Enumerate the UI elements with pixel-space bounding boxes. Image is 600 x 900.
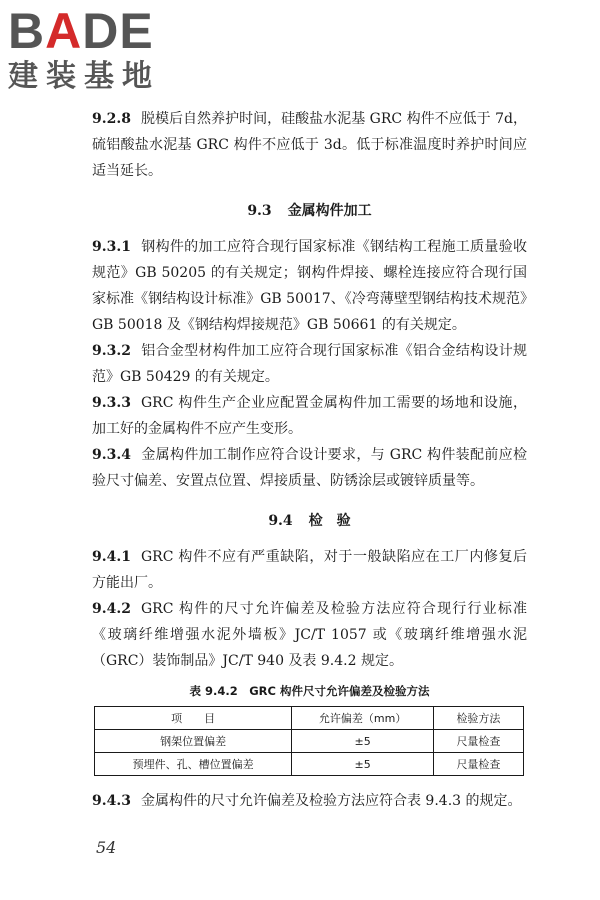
table-cell: 钢架位置偏差 <box>95 730 292 753</box>
table-cell: 预埋件、孔、槽位置偏差 <box>95 753 292 776</box>
clause-text: 钢构件的加工应符合现行国家标准《钢结构工程施工质量验收规范》GB 50205 的有关规定；钢构件焊接、螺栓连接应符合现行国家标准《钢结构设计标准》GB 50017、《冷弯薄壁型钢结构技术规范》GB 50018 及《钢结构焊接规范》GB 50661 的有关规定。 <box>92 239 527 333</box>
table-caption: 表 9.4.2 GRC 构件尺寸允许偏差及检验方法 <box>189 684 430 698</box>
section-heading-9-4 <box>92 508 527 534</box>
clause-text: 脱模后自然养护时间，硅酸盐水泥基 GRC 构件不应低于 7d，硫铝酸盐水泥基 GRC 构件不应低于 3d。低于标准温度时养护时间应适当延长。 <box>92 111 527 179</box>
clause-number: 9.3.4 <box>92 447 131 463</box>
logo-brand-post: DE <box>82 3 154 59</box>
table-cell: 尺量检查 <box>433 753 523 776</box>
section-heading-9-3 <box>92 198 527 224</box>
document-body <box>92 106 527 814</box>
clause-number: 9.3.3 <box>92 395 131 411</box>
clause-9-3-3 <box>92 390 527 442</box>
logo-brand <box>8 3 183 59</box>
clause-text: GRC 构件的尺寸允许偏差及检验方法应符合现行行业标准《玻璃纤维增强水泥外墙板》JC/T 1057 或《玻璃纤维增强水泥（GRC）装饰制品》JC/T 940 及表 9.4.2 规定。 <box>92 601 527 669</box>
section-number: 9.4 <box>268 513 293 529</box>
clause-number: 9.3.1 <box>92 239 131 255</box>
logo-brand-pre: B <box>8 3 46 59</box>
table-cell: ±5 <box>292 753 434 776</box>
logo-brand-mark: A <box>45 3 83 59</box>
clause-text: 金属构件的尺寸允许偏差及检验方法应符合表 9.4.3 的规定。 <box>140 793 522 809</box>
clause-9-3-2 <box>92 338 527 390</box>
table-row <box>95 753 524 776</box>
table-header-cell: 允许偏差（mm） <box>292 707 434 730</box>
table-row <box>95 730 524 753</box>
clause-text: GRC 构件生产企业应配置金属构件加工需要的场地和设施，加工好的金属构件不应产生变形。 <box>92 395 527 437</box>
table-header-cell: 项 目 <box>95 707 292 730</box>
section-title: 检 验 <box>308 513 351 529</box>
clause-9-4-1 <box>92 544 527 596</box>
table-cell: 尺量检查 <box>433 730 523 753</box>
clause-number: 9.4.2 <box>92 601 131 617</box>
table-header-cell: 检验方法 <box>433 707 523 730</box>
section-number: 9.3 <box>247 203 272 219</box>
clause-number: 9.4.3 <box>92 793 131 809</box>
clause-number: 9.4.1 <box>92 549 131 565</box>
clause-text: 金属构件加工制作应符合设计要求，与 GRC 构件装配前应检验尺寸偏差、安置点位置、焊接质量、防锈涂层或镀锌质量等。 <box>92 447 527 489</box>
clause-9-4-2 <box>92 596 527 674</box>
tolerance-table <box>94 706 524 776</box>
clause-text: GRC 构件不应有严重缺陷，对于一般缺陷应在工厂内修复后方能出厂。 <box>92 549 527 591</box>
page-number: 54 <box>96 838 117 857</box>
clause-number: 9.2.8 <box>92 111 131 127</box>
clause-9-4-3 <box>92 788 527 814</box>
clause-9-3-1 <box>92 234 527 338</box>
clause-text: 铝合金型材构件加工应符合现行国家标准《铝合金结构设计规范》GB 50429 的有关规定。 <box>92 343 527 385</box>
table-header-row <box>95 707 524 730</box>
section-title: 金属构件加工 <box>287 203 372 219</box>
logo-subtitle: 建装基地 <box>8 59 160 94</box>
clause-9-2-8 <box>92 106 527 184</box>
bade-logo <box>8 3 183 96</box>
table-cell: ±5 <box>292 730 434 753</box>
clause-number: 9.3.2 <box>92 343 131 359</box>
clause-9-3-4 <box>92 442 527 494</box>
